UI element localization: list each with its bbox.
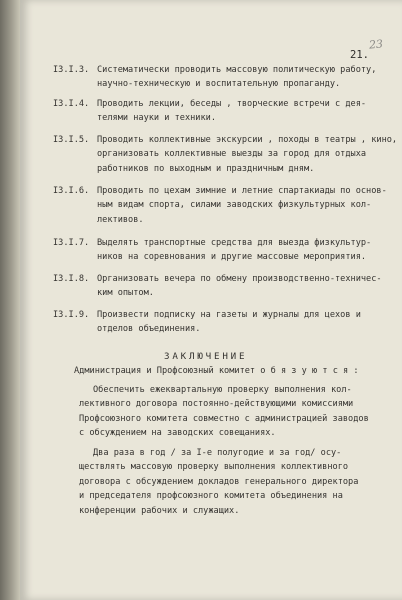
conclusion-heading: ЗАКЛЮЧЕНИЕ bbox=[164, 351, 248, 362]
conclusion-paragraph bbox=[79, 446, 399, 518]
clause-text-line: Произвести подписку на газеты и журналы для цехов и bbox=[97, 310, 361, 320]
clause-text-line: научно-техническую и воспитательную пропаганду. bbox=[97, 79, 341, 90]
paragraph-line: ществлять массовую проверку выполнения коллективного bbox=[79, 462, 349, 473]
binding-shadow bbox=[0, 0, 20, 600]
clause-text-line: ников на соревнования и другие массовые мероприятия. bbox=[97, 252, 367, 263]
paragraph-line: лективного договора постоянно-действующими комиссиями bbox=[79, 399, 354, 410]
paragraph-line: договора с обсуждением докладов генерального директора bbox=[79, 476, 359, 487]
paragraph-line: и председателя профсоюзного комитета объединения на bbox=[79, 491, 343, 502]
clause-text-line: ким опытом. bbox=[97, 288, 154, 299]
clause-text-line: отделов объединения. bbox=[97, 324, 201, 335]
clause-text-line: Проводить лекции, беседы , творческие встречи с дея- bbox=[97, 99, 367, 109]
clause-text-line: ным видам спорта, силами заводских физкультурных кол- bbox=[97, 200, 372, 211]
paragraph-line: Два раза в год / за I-е полугодие и за год/ осу- bbox=[93, 448, 342, 458]
clause-text-line: Систематически проводить массовую политическую работу, bbox=[97, 65, 377, 75]
paragraph-line: конференции рабочих и служащих. bbox=[79, 505, 240, 516]
paragraph-line: Профсоюзного комитета совместно с администрацией заводов bbox=[79, 413, 369, 424]
document-page bbox=[20, 0, 402, 600]
clause-text-line: телями науки и техники. bbox=[97, 113, 216, 124]
page-number: 21. bbox=[350, 49, 369, 61]
clause-code: I3.I.8. bbox=[53, 274, 90, 284]
paragraph-line: с обсуждением на заводских совещаниях. bbox=[79, 428, 276, 439]
clause-code: I3.I.9. bbox=[53, 310, 90, 320]
clause-code: I3.I.5. bbox=[53, 135, 90, 145]
clause-text-line: лективов. bbox=[97, 214, 144, 225]
clause-text-line: Организовать вечера по обмену производственно-техничес- bbox=[97, 274, 382, 284]
clause-code: I3.I.3. bbox=[53, 65, 90, 75]
paragraph-line: Обеспечить ежеквартальную проверку выполнения кол- bbox=[93, 385, 352, 395]
clause-code: I3.I.7. bbox=[53, 238, 90, 248]
clause-text-line: Выделять транспортные средства для выезда физкультур- bbox=[97, 238, 372, 248]
clause-text-line: работников по выходным и праздничным дням. bbox=[97, 163, 315, 174]
pencil-page-number: 23 bbox=[368, 37, 384, 52]
conclusion-subheading: Администрация и Профсоюзный комитет о б я з у ю т с я : bbox=[74, 366, 359, 376]
clause-text-line: Проводить по цехам зимние и летние спартакиады по основ- bbox=[97, 186, 387, 196]
clause-code: I3.I.6. bbox=[53, 186, 90, 196]
clause-text-line: организовать коллективные выезды за город для отдыха bbox=[97, 149, 367, 160]
clause-text-line: Проводить коллективные экскурсии , походы в театры , кино, bbox=[97, 135, 398, 145]
conclusion-paragraph bbox=[79, 383, 399, 441]
clause-code: I3.I.4. bbox=[53, 99, 90, 109]
